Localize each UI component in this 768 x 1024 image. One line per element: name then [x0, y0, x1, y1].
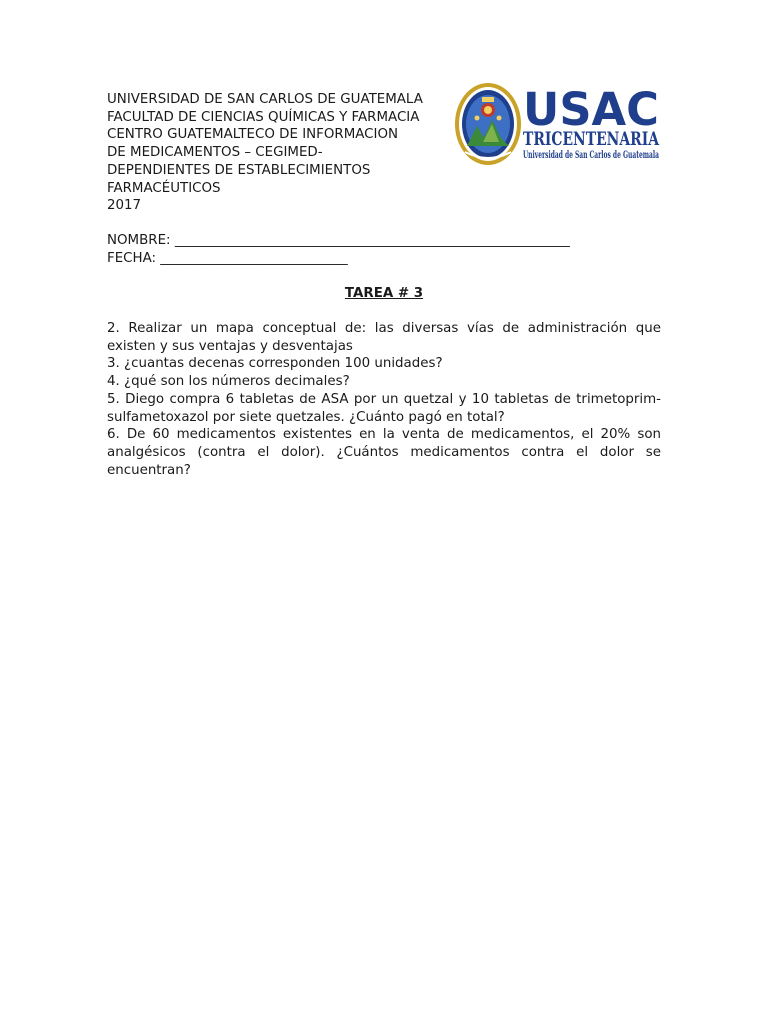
usac-wordmark — [523, 83, 659, 161]
header-line-faculty: FACULTAD DE CIENCIAS QUÍMICAS Y FARMACIA — [107, 109, 420, 125]
question-item: 2. Realizar un mapa conceptual de: las diversas vías de administración que existen y sus ventajas y desventajas — [107, 321, 661, 354]
question-item: 4. ¿qué son los números decimales? — [107, 374, 350, 390]
header-line-university: UNIVERSIDAD DE SAN CARLOS DE GUATEMALA — [107, 92, 423, 107]
institution-header — [107, 91, 447, 215]
question-list — [107, 320, 661, 479]
logo-tagline: Universidad de San Carlos de Guatemala — [523, 150, 660, 161]
header-line-cegimed: DE MEDICAMENTOS – CEGIMED- — [107, 145, 323, 161]
header-line-pharma: FARMACÉUTICOS — [107, 180, 221, 196]
assignment-title: TAREA # 3 — [344, 286, 424, 301]
header-line-center: CENTRO GUATEMALTECO DE INFORMACION — [107, 127, 399, 143]
question-item: 3. ¿cuantas decenas corresponden 100 unidades? — [107, 356, 443, 372]
logo-wordmark: USAC — [523, 83, 659, 136]
header-line-dependents: DEPENDIENTES DE ESTABLECIMIENTOS — [107, 162, 371, 178]
header-line-year: 2017 — [107, 198, 142, 214]
fecha-field: FECHA: ____________________________ — [107, 250, 348, 266]
question-item: 6. De 60 medicamentos existentes en la venta de medicamentos, el 20% son analgésicos (contra el dolor). ¿Cuántos medicamentos contra el dolor se encuentran? — [107, 427, 661, 478]
university-seal-icon — [455, 83, 521, 165]
student-fields — [107, 232, 570, 267]
usac-logo — [453, 80, 663, 168]
nombre-field: NOMBRE: ___________________________________________________________ — [107, 233, 570, 248]
question-item: 5. Diego compra 6 tabletas de ASA por un quetzal y 10 tabletas de trimetoprim-sulfametoxazol por siete quetzales. ¿Cuánto pagó en total? — [107, 391, 661, 425]
logo-subtitle: TRICENTENARIA — [523, 128, 660, 150]
